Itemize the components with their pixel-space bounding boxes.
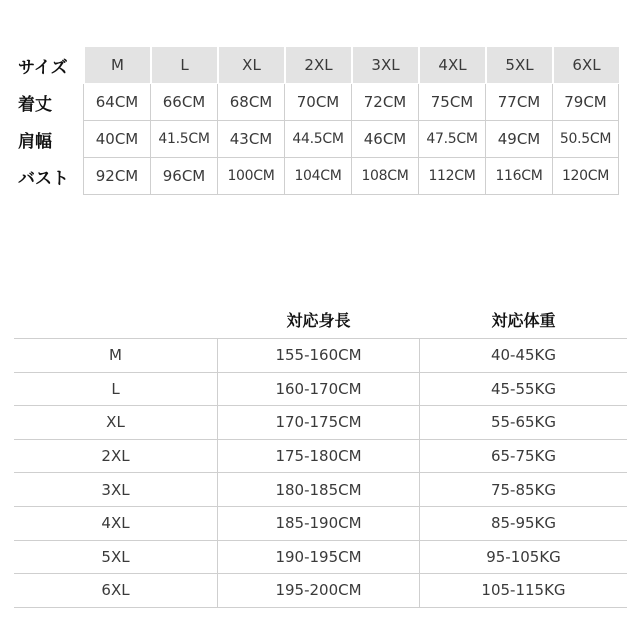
table-row	[14, 339, 627, 373]
fit-size-cell: 6XL	[101, 581, 130, 600]
table-row	[14, 406, 627, 440]
fit-weight-cell: 75-85KG	[490, 480, 557, 499]
size-value-cell: 68CM	[217, 84, 284, 121]
fit-size-cell: 3XL	[101, 480, 130, 499]
size-value-cell: 44.5CM	[284, 121, 351, 158]
size-chart-row-bust	[16, 158, 617, 195]
fit-weight-cell: 95-105KG	[486, 547, 561, 566]
fit-header-height: 対応身長	[286, 310, 351, 330]
size-header-cell: L	[150, 47, 217, 84]
fit-height-cell: 175-180CM	[217, 440, 420, 473]
size-chart-row-length	[16, 84, 617, 121]
size-value-cell: 41.5CM	[150, 121, 217, 158]
table-row	[14, 541, 627, 575]
size-header-cell: 3XL	[351, 47, 418, 84]
table-row	[14, 507, 627, 541]
fit-weight-cell: 85-95KG	[490, 514, 557, 533]
fit-height-cell: 195-200CM	[217, 574, 420, 607]
fit-size-cell: 2XL	[101, 447, 130, 466]
size-value-cell: 70CM	[284, 84, 351, 121]
size-header-cell: XL	[217, 47, 284, 84]
fit-size-cell: XL	[106, 413, 125, 432]
size-value-cell: 120CM	[552, 158, 619, 195]
fit-weight-cell: 45-55KG	[490, 379, 557, 398]
size-value-cell: 79CM	[552, 84, 619, 121]
fit-chart-table	[14, 300, 627, 608]
fit-size-cell: 4XL	[101, 514, 130, 533]
size-value-cell: 100CM	[217, 158, 284, 195]
size-value-cell: 50.5CM	[552, 121, 619, 158]
fit-height-cell: 155-160CM	[217, 339, 420, 372]
size-value-cell: 104CM	[284, 158, 351, 195]
size-chart-header-label: サイズ	[18, 58, 68, 78]
size-chart-table	[16, 47, 617, 195]
fit-height-cell: 185-190CM	[217, 507, 420, 540]
size-header-cell: 5XL	[485, 47, 552, 84]
size-value-cell: 116CM	[485, 158, 552, 195]
size-chart-row-shoulder	[16, 121, 617, 158]
size-value-cell: 96CM	[150, 158, 217, 195]
fit-weight-cell: 105-115KG	[481, 581, 566, 600]
fit-height-cell: 160-170CM	[217, 373, 420, 406]
fit-header-weight: 対応体重	[491, 310, 556, 330]
fit-weight-cell: 55-65KG	[490, 413, 557, 432]
row-label-length: 着丈	[18, 95, 52, 115]
fit-size-cell: 5XL	[101, 547, 130, 566]
size-value-cell: 75CM	[418, 84, 485, 121]
fit-chart-body	[14, 338, 627, 608]
size-value-cell: 66CM	[150, 84, 217, 121]
fit-height-cell: 170-175CM	[217, 406, 420, 439]
size-header-cell: 6XL	[552, 47, 619, 84]
fit-size-cell: L	[111, 379, 120, 398]
row-label-bust: バスト	[18, 169, 69, 189]
size-header-cell: 4XL	[418, 47, 485, 84]
fit-size-cell: M	[109, 346, 122, 365]
size-value-cell: 43CM	[217, 121, 284, 158]
size-value-cell: 64CM	[83, 84, 150, 121]
size-value-cell: 40CM	[83, 121, 150, 158]
size-value-cell: 77CM	[485, 84, 552, 121]
table-row	[14, 440, 627, 474]
table-row	[14, 473, 627, 507]
row-label-shoulder: 肩幅	[18, 132, 52, 152]
fit-height-cell: 180-185CM	[217, 473, 420, 506]
size-header-cell: 2XL	[284, 47, 351, 84]
fit-height-cell: 190-195CM	[217, 541, 420, 574]
size-value-cell: 49CM	[485, 121, 552, 158]
size-chart-header-row	[16, 47, 617, 84]
size-value-cell: 46CM	[351, 121, 418, 158]
fit-chart-header-row	[14, 300, 627, 338]
size-value-cell: 72CM	[351, 84, 418, 121]
table-row	[14, 574, 627, 608]
table-row	[14, 373, 627, 407]
size-value-cell: 47.5CM	[418, 121, 485, 158]
size-value-cell: 108CM	[351, 158, 418, 195]
size-value-cell: 112CM	[418, 158, 485, 195]
fit-weight-cell: 65-75KG	[490, 447, 557, 466]
size-header-cell: M	[83, 47, 150, 84]
fit-weight-cell: 40-45KG	[490, 346, 557, 365]
size-value-cell: 92CM	[83, 158, 150, 195]
